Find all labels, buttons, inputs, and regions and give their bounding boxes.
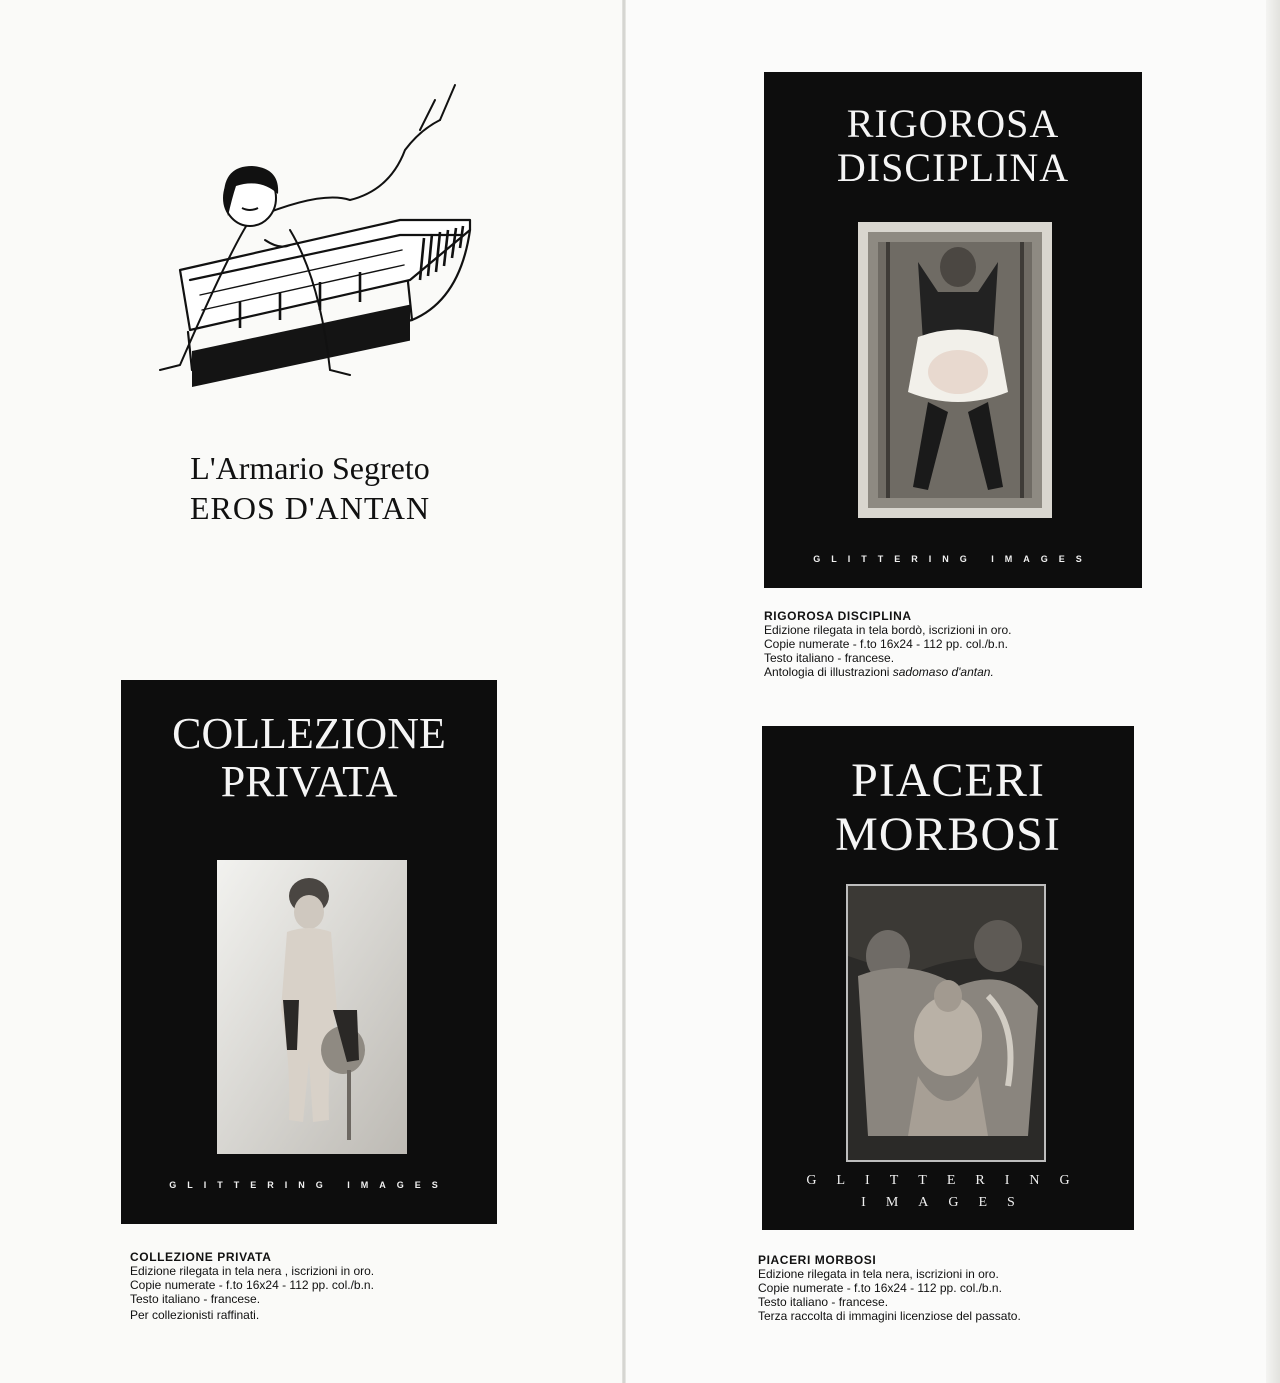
cover-title-line1: RIGOROSA xyxy=(846,101,1060,146)
caption-line-text: Antologia di illustrazioni xyxy=(764,665,893,679)
book-cover-piaceri-morbosi xyxy=(762,726,1134,1230)
caption-rigorosa-disciplina xyxy=(764,609,1124,679)
caption-line: Copie numerate - f.to 16x24 - 112 pp. col./b.n. xyxy=(758,1281,1002,1295)
publisher-line1: GLITTERING xyxy=(806,1173,1090,1188)
caption-title: PIACERI MORBOSI xyxy=(758,1253,877,1267)
cover-publisher xyxy=(762,1170,1134,1214)
logo-illustration xyxy=(140,70,480,410)
caption-line: Edizione rilegata in tela nera, iscrizioni in oro. xyxy=(758,1267,999,1281)
brand-subtitle: EROS D'ANTAN xyxy=(189,490,431,526)
cover-title-line1: PIACERI xyxy=(851,754,1045,807)
cover-title-line2: DISCIPLINA xyxy=(836,145,1070,190)
cover-photograph xyxy=(217,860,407,1154)
caption-line xyxy=(764,665,1124,679)
caption-piaceri-morbosi xyxy=(758,1253,1138,1323)
publisher-line2: IMAGES xyxy=(861,1195,1035,1210)
page-edge xyxy=(1266,0,1280,1383)
caption-line: Copie numerate - f.to 16x24 - 112 pp. col./b.n. xyxy=(130,1278,374,1292)
caption-title: RIGOROSA DISCIPLINA xyxy=(764,609,912,623)
woman-on-book-drawing xyxy=(140,70,480,410)
cover-title xyxy=(121,710,497,806)
cover-title xyxy=(762,754,1134,862)
brand-name: L'Armario Segreto xyxy=(190,450,430,486)
caption-line-italic: sadomaso d'antan. xyxy=(892,665,994,679)
caption-collezione-privata xyxy=(130,1250,490,1322)
book-cover-collezione-privata xyxy=(121,680,497,1224)
caption-line: Testo italiano - francese. xyxy=(130,1292,261,1306)
cover-publisher: GLITTERING IMAGES xyxy=(169,1180,449,1190)
cover-title xyxy=(764,102,1142,190)
page-fold xyxy=(622,0,626,1383)
caption-line: Per collezionisti raffinati. xyxy=(130,1308,260,1322)
painting-image xyxy=(848,886,1044,1160)
cover-title-line2: PRIVATA xyxy=(220,757,398,806)
illustration-image xyxy=(858,222,1052,518)
caption-line: Edizione rilegata in tela bordò, iscrizioni in oro. xyxy=(764,623,1012,637)
book-cover-rigorosa-disciplina xyxy=(764,72,1142,588)
cover-publisher: GLITTERING IMAGES xyxy=(813,554,1093,564)
cover-title-line2: MORBOSI xyxy=(835,808,1061,861)
caption-line: Testo italiano - francese. xyxy=(758,1295,889,1309)
cover-painting xyxy=(846,884,1046,1162)
caption-title: COLLEZIONE PRIVATA xyxy=(130,1250,272,1264)
caption-line: Copie numerate - f.to 16x24 - 112 pp. col./b.n. xyxy=(764,637,1008,651)
cover-title-line1: COLLEZIONE xyxy=(172,709,446,758)
photograph-image xyxy=(217,860,407,1154)
caption-line: Edizione rilegata in tela nera , iscrizioni in oro. xyxy=(130,1264,375,1278)
brand-title xyxy=(130,448,490,528)
cover-illustration xyxy=(858,222,1052,518)
caption-line: Testo italiano - francese. xyxy=(764,651,895,665)
caption-line: Terza raccolta di immagini licenziose del passato. xyxy=(758,1309,1021,1323)
